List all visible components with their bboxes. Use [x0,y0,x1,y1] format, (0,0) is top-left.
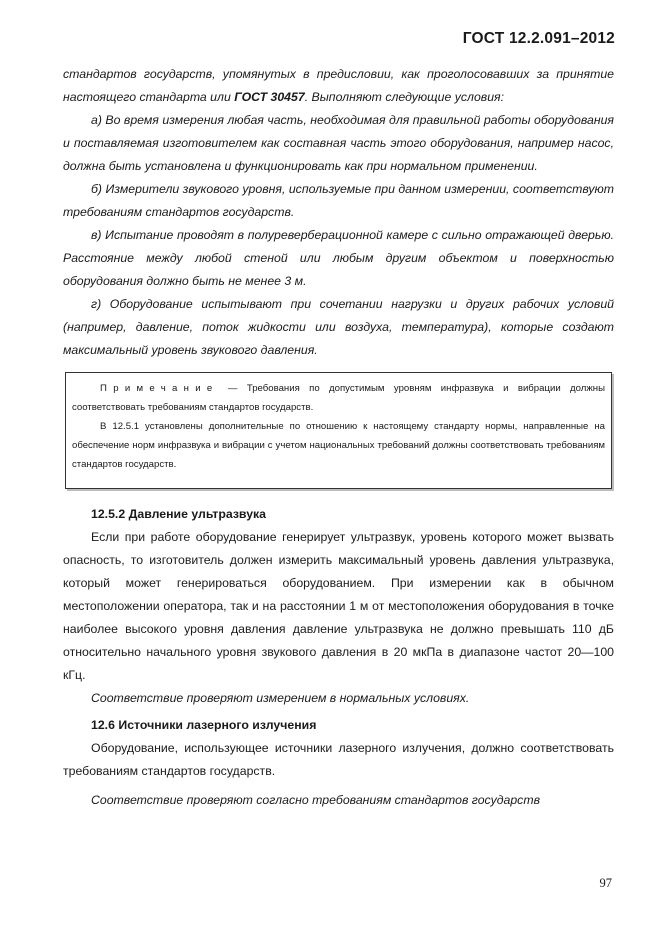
section-12-6-compliance: Соответствие проверяют согласно требованиям стандартов государств [91,793,540,807]
section-12-5-2-body: Если при работе оборудование генерирует ультразвук, уровень которого может вызвать опасность, то изготовитель должен измерить максимальный уровень давления ультразвука, который может генерироваться оборудованием. При измерении как в обычном местоположении оператора, так и на расстоянии 1 м от местоположения оборудования в точке наиболее высокого уровня давления давление ультразвука не должно превышать 110 дБ относительно начального уровня звукового давления в 20 мкПа в диапазоне частот 20—100 кГц. [63,530,614,682]
condition-d: г) Оборудование испытывают при сочетании нагрузки и других рабочих условий (например, давление, поток жидкости или воздуха, температура), которые создают максимальный уровень звукового давления. [63,297,614,357]
page-content [63,63,614,812]
section-12-5-2-compliance: Соответствие проверяют измерением в нормальных условиях. [91,691,470,705]
note-label: Примечание [100,383,219,394]
condition-b: б) Измерители звукового уровня, используемые при данном измерении, соответствуют требованиям стандартов государств. [63,182,614,219]
note-box [65,372,612,489]
section-12-6-body: Оборудование, использующее источники лазерного излучения, должно соответствовать требованиям стандартов государств. [63,741,614,778]
intro-text-start: стандартов государств, упомянутых в предисловии, как проголосовавших за принятие настоящего стандарта или [63,67,614,104]
condition-a: а) Во время измерения любая часть, необходимая для правильной работы оборудования и поставляемая изготовителем как составная часть этого оборудования, например насос, должна быть установлена и функционировать как при нормальном применении. [63,113,614,173]
note-text-1: — Требования по допустимым уровням инфразвука и вибрации должны соответствовать требованиям стандартов государств. [72,383,605,413]
condition-c: в) Испытание проводят в полуреверберационной камере с сильно отражающей дверью. Расстояние между любой стеной или любым другим объектом и поверхностью оборудования должно быть не менее 3 м. [63,228,614,288]
document-header: ГОСТ 12.2.091–2012 [462,30,615,47]
note-paragraph-1 [72,379,605,417]
page-number: 97 [599,876,612,890]
section-title-12-6: 12.6 Источники лазерного излучения [91,718,317,732]
note-paragraph-2: В 12.5.1 установлены дополнительные по отношению к настоящему стандарту нормы, направленные на обеспечение норм инфразвука и вибрации с учетом национальных требований должны соответствовать требованиям стандартов государств. [72,421,605,470]
intro-paragraph [63,63,614,109]
section-title-12-5-2: 12.5.2 Давление ультразвука [91,507,267,521]
standard-reference: ГОСТ 30457 [234,90,305,104]
intro-text-end: . Выполняют следующие условия: [304,90,505,104]
